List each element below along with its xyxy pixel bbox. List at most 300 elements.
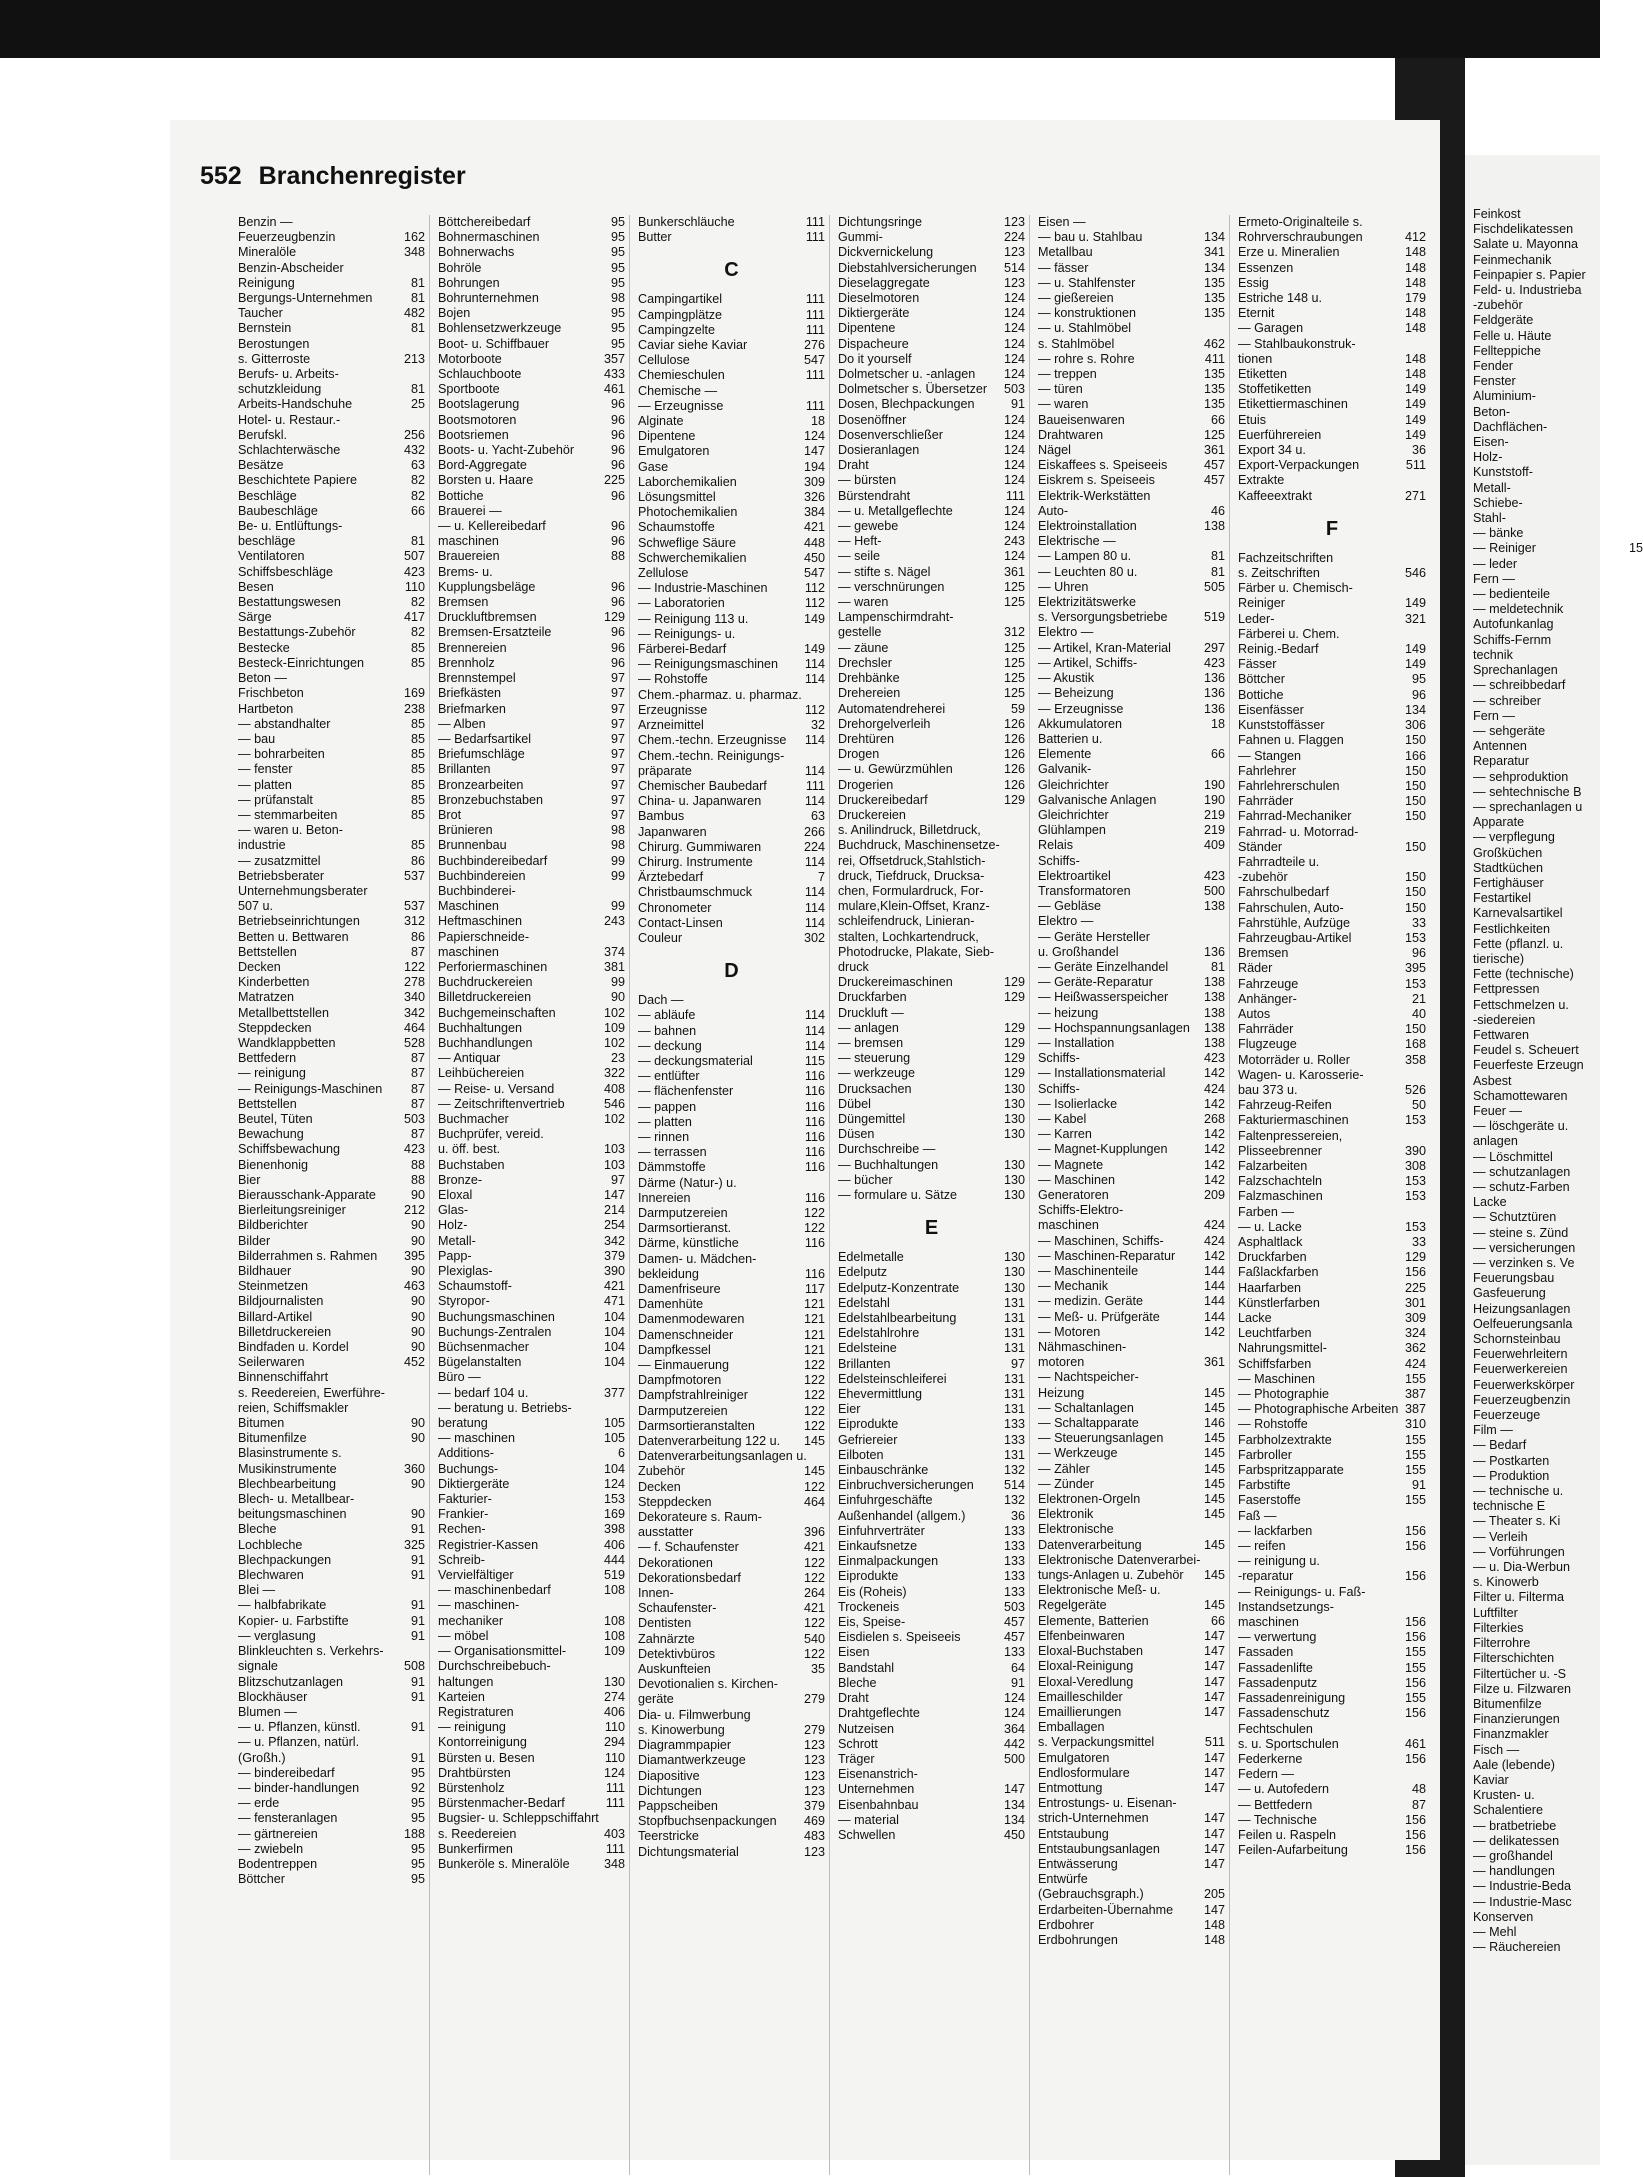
entry-page-ref [1021,823,1025,838]
entry-term: Bürstendraht [838,488,911,503]
entry-term: Vervielfältiger [438,1568,514,1583]
entry-term: u. Großhandel [1038,944,1119,959]
entry-page-ref: 421 [803,520,825,535]
entry-term: Haarfarben [1238,1280,1302,1295]
entry-page-ref: 153 [1404,1113,1426,1128]
entry-page-ref: 219 [1203,807,1225,822]
entry-page-ref: 145 [1203,1385,1225,1400]
entry-term: Leuchtfarben [1238,1326,1312,1341]
entry-term: Dampfstrahlreiniger [638,1388,748,1403]
entry-page-ref: 66 [1210,747,1225,762]
index-entry [1038,1918,1225,1933]
entry-page-ref [1639,374,1643,389]
index-entry [1238,1235,1426,1250]
entry-term: Fahrradteile u. [1238,854,1320,869]
entry-term: Druckluft — [838,1005,904,1020]
entry-page-ref: 243 [603,914,625,929]
entry-term: Entrostungs- u. Eisenan- [1038,1796,1177,1811]
entry-term: Bestattungs-Zubehör [238,625,356,640]
index-entry [838,1600,1025,1615]
index-entry [1473,1454,1643,1469]
index-entry [438,458,625,473]
entry-page-ref [1639,830,1643,845]
entry-term: Eisdielen s. Speiseeis [838,1630,961,1645]
entry-term: Chemieschulen [638,368,725,383]
entry-term: Elektronische Meß- u. [1038,1583,1161,1598]
index-entry [838,1630,1025,1645]
entry-term: Därme, künstliche [638,1236,739,1251]
index-entry [1238,428,1426,443]
entry-page-ref [1639,861,1643,876]
entry-term: — prüfanstalt [238,792,313,807]
index-entry [638,551,825,566]
index-entry [1473,1271,1643,1286]
entry-term: Unternehmen [838,1782,915,1797]
entry-page-ref: 81 [1210,549,1225,564]
entry-page-ref: 134 [1003,1797,1025,1812]
entry-page-ref [621,504,625,519]
index-entry [838,352,1025,367]
index-entry [838,1645,1025,1660]
entry-page-ref: 500 [1203,883,1225,898]
index-entry [238,352,425,367]
index-entry [1238,352,1426,367]
entry-page-ref [1639,952,1643,967]
entry-term: — Industrie-Beda [1473,1879,1572,1894]
index-entry [438,1142,625,1157]
entry-term: Laborchemikalien [638,474,737,489]
entry-page-ref: 135 [1203,397,1225,412]
entry-page-ref [1639,1743,1643,1758]
entry-term: Böttcher [238,1872,285,1887]
index-entry [438,1659,625,1674]
index-entry [1038,1173,1225,1188]
entry-page-ref: 462 [1203,336,1225,351]
entry-term: — Zähler [1038,1461,1090,1476]
entry-term: — Reise- u. Versand [438,1081,555,1096]
entry-page-ref [421,1492,425,1507]
entry-page-ref: 124 [1003,321,1025,336]
entry-page-ref: 450 [1003,1827,1025,1842]
entry-page-ref: 503 [1003,1599,1025,1614]
entry-term: Euerführereien [1238,427,1322,442]
index-entry [838,489,1025,504]
entry-term: Asphaltlack [1238,1235,1303,1249]
entry-page-ref: 482 [403,306,425,321]
entry-page-ref: 131 [1003,1402,1025,1417]
entry-page-ref: 114 [804,672,825,687]
entry-term: Feilen u. Raspeln [1238,1827,1337,1842]
entry-term: Feuerwehrleitern [1473,1347,1568,1362]
index-entry [1473,1667,1643,1682]
entry-term: — Reinigung 113 u. [638,611,749,626]
entry-page-ref [1422,1554,1426,1569]
entry-page-ref [1639,1454,1643,1469]
entry-term: Feldgeräte [1473,313,1534,328]
index-entry [838,1188,1025,1203]
entry-term: Bootsmotoren [438,412,517,427]
entry-term: Dachflächen- [1473,419,1548,434]
index-column-1 [238,215,430,2175]
index-entry [1038,747,1225,762]
index-entry [438,975,625,990]
index-entry [838,1036,1025,1051]
index-entry [1473,1332,1643,1347]
entry-term: — Schaltanlagen [1038,1400,1134,1415]
entry-page-ref: 457 [1003,1615,1025,1630]
entry-term: Felle u. Häute [1473,328,1552,343]
entry-page-ref: 471 [603,1294,625,1309]
entry-term: Schiffsfarben [1238,1356,1312,1371]
index-entry [238,1872,425,1887]
entry-term: — deckungsmaterial [638,1053,753,1068]
entry-page-ref [1221,732,1225,747]
entry-term: Bambus [638,809,685,824]
entry-page-ref: 95 [610,215,625,229]
entry-page-ref: 116 [804,1069,825,1084]
entry-term: — platten [238,777,292,792]
entry-page-ref [421,1735,425,1750]
entry-page-ref: 483 [803,1829,825,1844]
entry-page-ref: 124 [803,429,825,444]
index-entry [238,489,425,504]
entry-page-ref: 111 [805,398,825,413]
entry-page-ref: 88 [410,1172,425,1187]
entry-page-ref: 116 [804,1190,825,1205]
index-entry [438,1614,625,1629]
entry-term: — Lampen 80 u. [1038,549,1132,564]
entry-term: Fahrzeuge [1238,976,1299,991]
entry-term: — Photographie [1238,1387,1330,1402]
entry-page-ref [1422,855,1426,870]
entry-page-ref: 266 [803,824,825,839]
index-entry [1038,382,1225,397]
entry-page-ref: 123 [803,1753,825,1768]
entry-page-ref: 134 [1404,702,1426,717]
entry-page-ref: 297 [1203,640,1225,655]
index-entry [838,1265,1025,1280]
page-header [200,162,466,191]
entry-term: Bestattungswesen [238,595,341,610]
index-entry [838,580,1025,595]
index-entry [838,1463,1025,1478]
index-entry [438,443,625,458]
index-entry [838,382,1025,397]
entry-page-ref: 150 [1404,778,1426,793]
index-entry [1038,458,1225,473]
entry-term: — u. Pflanzen, künstl. [238,1720,361,1735]
index-entry [238,1036,425,1051]
index-entry [1038,534,1225,549]
index-entry [838,884,1025,899]
entry-term: Endlosformulare [1038,1765,1130,1780]
entry-term: Musikinstrumente [238,1461,337,1476]
entry-term: Bandstahl [838,1660,895,1675]
entry-term: Druckluftbremsen [438,610,537,625]
entry-page-ref: 135 [1203,275,1225,290]
entry-page-ref: 153 [603,1492,625,1507]
entry-term: Fettschmelzen u. [1473,997,1569,1012]
index-entry [1238,1798,1426,1813]
entry-term: Einmalpackungen [838,1554,939,1569]
index-entry [1238,1433,1426,1448]
entry-term: Holz- [1473,450,1503,465]
index-entry [1238,1220,1426,1235]
entry-term: Glas- [438,1203,469,1218]
entry-term: gestelle [838,625,882,640]
index-entry [238,215,425,230]
entry-term: industrie [238,838,286,853]
index-entry [838,534,1025,549]
index-entry [238,1370,425,1385]
index-entry [638,1616,825,1631]
entry-term: Fenster [1473,374,1516,389]
entry-term: Registraturen [438,1704,514,1719]
index-entry [1473,237,1643,252]
entry-page-ref: 129 [1003,1066,1025,1081]
index-entry [638,1510,825,1525]
entry-term: — maschinenbedarf [438,1583,551,1598]
entry-term: — medizin. Geräte [1038,1294,1143,1309]
index-entry [1238,1448,1426,1463]
entry-term: Festlichkeiten [1473,921,1550,936]
entry-page-ref: 149 [803,611,825,626]
entry-page-ref: 87 [410,1051,425,1066]
entry-term: Fahrschulbedarf [1238,885,1330,900]
index-entry [1473,435,1643,450]
entry-term: Blechbearbeitung [238,1476,337,1491]
index-entry [638,1829,825,1844]
entry-page-ref: 130 [1003,1172,1025,1187]
index-entry [238,519,425,534]
entry-page-ref: 156 [1404,1706,1426,1721]
entry-page-ref: 464 [403,1020,425,1035]
entry-term: Chem.-techn. Reinigungs- [638,748,785,763]
entry-term: -siedereien [1473,1012,1536,1027]
entry-term: — stemmarbeiten [238,807,338,822]
entry-term: — maschinen [438,1431,515,1446]
index-entry [1473,283,1643,298]
entry-term: Betriebseinrichtungen [238,914,360,929]
index-entry [1038,869,1225,884]
entry-term: Lacke [1473,1195,1507,1210]
index-entry [838,975,1025,990]
entry-page-ref: 395 [403,1248,425,1263]
entry-term: maschinen [438,534,499,549]
entry-term: Nahrungsmittel- [1238,1341,1327,1356]
entry-term: — abstandhalter [238,716,331,731]
index-entry [1473,663,1643,678]
entry-page-ref: 144 [1203,1309,1225,1324]
index-entry [238,1142,425,1157]
entry-term: schutzkleidung [238,382,322,397]
index-entry [1038,1416,1225,1431]
entry-term: — bau [238,731,276,746]
entry-term: Brennstempel [438,671,516,686]
entry-term: Schwellen [838,1827,896,1842]
index-entry [1473,526,1643,541]
index-entry [638,657,825,672]
entry-term: Feuerzeugbenzin [1473,1392,1571,1407]
entry-page-ref: 130 [1003,1127,1025,1142]
entry-term: — waren [838,595,889,610]
entry-term: — reifen [1238,1539,1286,1554]
entry-page-ref: 150 [1404,885,1426,900]
index-entry [838,1387,1025,1402]
entry-page-ref: 129 [1003,1051,1025,1066]
entry-page-ref: 111 [805,368,825,383]
index-entry [1038,1401,1225,1416]
entry-term: Fahrstühle, Aufzüge [1238,915,1351,930]
index-entry [1238,1509,1426,1524]
index-entry [1238,1843,1426,1858]
entry-term: Brünieren [438,823,493,838]
index-entry [238,337,425,352]
entry-term: Edelputz-Konzentrate [838,1280,960,1295]
entry-term: — rohre s. Rohre [1038,351,1135,366]
entry-page-ref: 126 [1003,777,1025,792]
entry-page-ref [1221,1583,1225,1598]
entry-term: Aale (lebende) [1473,1757,1555,1772]
entry-page-ref: 81 [410,291,425,306]
index-entry [838,930,1025,945]
index-entry [838,1691,1025,1706]
entry-term: Regelgeräte [1038,1598,1107,1613]
entry-page-ref [821,1449,825,1464]
entry-term: — schutzanlagen [1473,1164,1571,1179]
entry-term: tungs-Anlagen u. Zubehör [1038,1568,1184,1583]
index-entry [1473,1575,1643,1590]
entry-term: Billetdruckereien [438,990,532,1005]
entry-page-ref: 90 [410,1416,425,1431]
entry-term: — halbfabrikate [238,1598,327,1613]
entry-term: Einbruchversicherungen [838,1478,974,1493]
index-entry [438,1340,625,1355]
index-entry [438,899,625,914]
entry-page-ref [1221,595,1225,610]
entry-term: Dämmstoffe [638,1160,706,1175]
entry-page-ref [621,1401,625,1416]
entry-term: — u. Lacke [1238,1219,1302,1234]
entry-term: Elektro — [1038,625,1094,640]
entry-page-ref: 90 [410,1294,425,1309]
entry-term: Därme (Natur-) u. [638,1175,737,1190]
entry-page-ref: 21 [1411,991,1426,1006]
entry-page-ref [1639,313,1643,328]
index-entry [1038,428,1225,443]
entry-page-ref [1639,1226,1643,1241]
index-entry [238,1127,425,1142]
entry-term: — bedarf 104 u. [438,1385,529,1400]
entry-page-ref: 85 [410,716,425,731]
entry-page-ref: 114 [804,1008,825,1023]
entry-term: — terrassen [638,1145,707,1160]
entry-term: — Installation [1038,1035,1115,1050]
entry-page-ref: 147 [1203,1856,1225,1871]
entry-term: Buchbindereien [438,868,526,883]
entry-term: Briefumschläge [438,747,525,762]
index-entry [238,656,425,671]
index-entry [1473,207,1643,222]
entry-page-ref [1221,1553,1225,1568]
entry-page-ref: 111 [605,1841,625,1856]
index-entry [1238,627,1426,642]
entry-page-ref [421,1583,425,1598]
entry-term: Buchdruck, Maschinensetze- [838,838,1000,853]
entry-page-ref [1422,581,1426,596]
entry-page-ref: 95 [610,306,625,321]
entry-page-ref [1639,389,1643,404]
entry-page-ref: 122 [803,1403,825,1418]
index-entry [438,504,625,519]
index-entry [438,352,625,367]
entry-page-ref [1639,1362,1643,1377]
index-entry [438,793,625,808]
index-entry [238,458,425,473]
index-entry [1038,854,1225,869]
entry-term: — Buchhaltungen [838,1157,939,1172]
entry-page-ref [1639,557,1643,572]
index-entry [638,1632,825,1647]
entry-term: Buchmacher [438,1111,509,1126]
index-entry [638,1404,825,1419]
index-entry [838,1676,1025,1691]
index-entry [1473,937,1643,952]
entry-page-ref [1639,1864,1643,1879]
entry-page-ref: 85 [410,762,425,777]
entry-term: Gefriereier [838,1432,898,1447]
entry-page-ref: 130 [603,1674,625,1689]
entry-page-ref [1639,1332,1643,1347]
entry-page-ref: 63 [810,809,825,824]
entry-term: Do it yourself [838,351,912,366]
entry-term: Konserven [1473,1909,1534,1924]
entry-term: — Zeitschriftenvertrieb [438,1096,565,1111]
entry-term: Dekorateure s. Raum- [638,1510,762,1525]
index-entry [1473,359,1643,374]
entry-term: Feilen-Aufarbeitung [1238,1843,1348,1858]
entry-term: Dichtungsringe [838,215,923,229]
index-entry [1238,1569,1426,1584]
entry-page-ref [1639,1210,1643,1225]
index-entry [1238,688,1426,703]
entry-page-ref: 105 [603,1431,625,1446]
index-entry [438,1811,625,1826]
entry-page-ref [1021,869,1025,884]
entry-term: Kontorreinigung [438,1735,527,1750]
entry-term: Holz- [438,1218,468,1233]
entry-page-ref: 129 [1003,792,1025,807]
index-entry [438,1370,625,1385]
entry-term: Fechtschulen [1238,1721,1313,1736]
entry-term: Nähmaschinen- [1038,1340,1127,1355]
entry-term: Heizungsanlagen [1473,1301,1571,1316]
entry-page-ref: 276 [803,338,825,353]
index-entry [438,838,625,853]
entry-term: Buchbindereibedarf [438,853,548,868]
index-entry [1038,1188,1225,1203]
entry-page-ref: 147 [1003,1782,1025,1797]
entry-page-ref: 117 [804,1282,825,1296]
entry-term: Flugzeuge [1238,1037,1297,1052]
entry-term: Detektivbüros [638,1646,715,1661]
entry-term: Fahrräder [1238,1022,1294,1037]
index-entry [438,1751,625,1766]
entry-term: — steuerung [838,1051,911,1066]
entry-term: — werkzeuge [838,1066,915,1081]
entry-term: Seilerwaren [238,1355,305,1370]
entry-term: — bedienteile [1473,587,1551,602]
